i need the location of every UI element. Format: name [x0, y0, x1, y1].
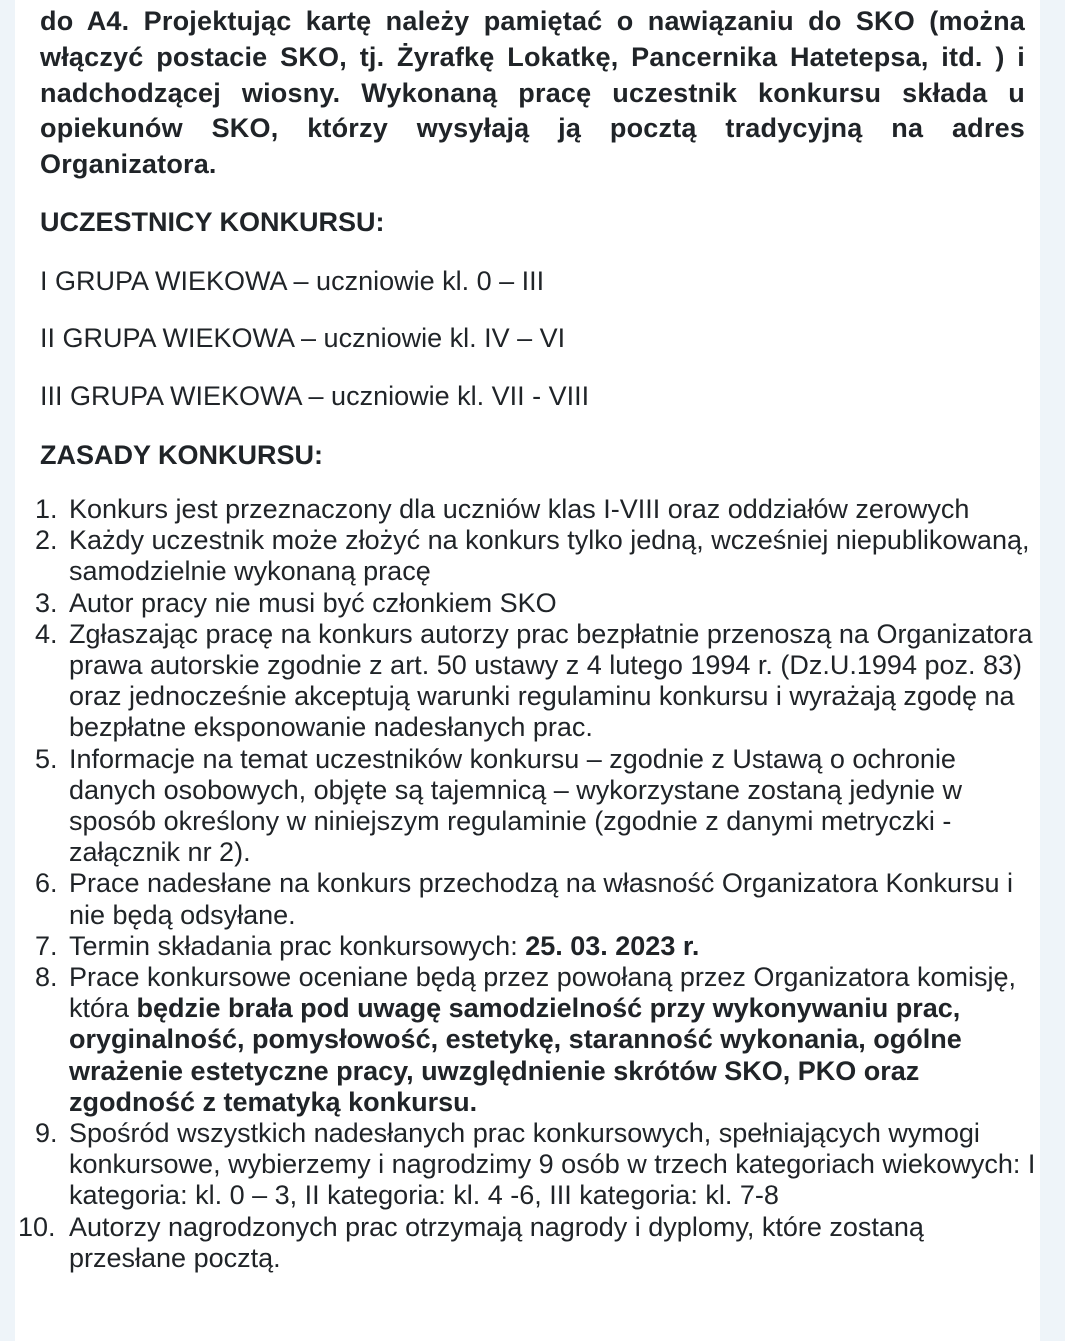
rule-number: 10. — [18, 1211, 56, 1242]
rules-list — [15, 494, 1040, 1274]
rule-number: 9. — [35, 1118, 58, 1149]
rule-item — [15, 494, 1040, 525]
deadline-date: 25. 03. 2023 r. — [525, 930, 700, 961]
document-page — [15, 0, 1040, 1341]
rule-number: 8. — [35, 962, 58, 993]
rule-text: Prace konkursowe oceniane będą przez powołaną przez Organizatora komisję, która — [69, 962, 1017, 1024]
rule-text: Prace nadesłane na konkurs przechodzą na własność Organizatora Konkursu i nie będą odsyłane. — [69, 868, 1014, 930]
rule-item — [15, 744, 1040, 869]
rule-item — [15, 1118, 1040, 1212]
rule-item — [15, 588, 1040, 619]
rule-number: 1. — [35, 494, 58, 524]
rule-text: Zgłaszając pracę na konkurs autorzy prac bezpłatnie przenoszą na Organizatora prawa autorskie zgodnie z art. 50 ustawy z 4 lutego 1994 r. (Dz.U.1994 poz. 83) oraz jednocześnie akceptują warunki regulaminu konkursu i wyrażają zgodę na bezpłatne eksponowanie nadesłanych prac. — [69, 618, 1033, 743]
rule-item — [15, 1212, 1040, 1274]
rule-text: Termin składania prac konkursowych: — [69, 930, 526, 961]
rule-text: Autorzy nagrodzonych prac otrzymają nagrody i dyplomy, które zostaną przesłane pocztą. — [69, 1211, 924, 1273]
rule-item — [15, 962, 1040, 1118]
rule-number: 7. — [35, 930, 58, 961]
rule-item — [15, 619, 1040, 744]
participants-heading: UCZESTNICY KONKURSU: — [40, 207, 385, 237]
rule-item — [15, 525, 1040, 587]
rules-heading: ZASADY KONKURSU: — [40, 440, 324, 470]
rule-number: 4. — [35, 618, 58, 649]
age-group-3: III GRUPA WIEKOWA – uczniowie kl. VII - VIII — [40, 381, 590, 411]
rule-number: 3. — [35, 587, 58, 618]
rule-text: Autor pracy nie musi być członkiem SKO — [69, 587, 557, 618]
rule-number: 2. — [35, 525, 58, 556]
intro-paragraph: do A4. Projektując kartę należy pamiętać o nawiązaniu do SKO (można włączyć postacie SKO, tj. Żyrafkę Lokatkę, Pancernika Hatetepsa, itd. ) i nadchodzącej wiosny. Wykonaną pracę uczestnik konkursu składa u opiekunów SKO, którzy wysyłają ją pocztą tradycyjną na adres Organizatora. — [40, 6, 1025, 180]
evaluation-criteria: będzie brała pod uwagę samodzielność przy wykonywaniu prac, oryginalność, pomysłowość, estetykę, staranność wykonania, ogólne wrażenie estetyczne pracy, uwzględnienie skrótów SKO, PKO oraz zgodność z tematyką konkursu. — [69, 993, 962, 1117]
rule-text: Informacje na temat uczestników konkursu – zgodnie z Ustawą o ochronie danych osobowych, objęte są tajemnicą – wykorzystane zostaną jedynie w sposób określony w niniejszym regulaminie (zgodnie z danymi metryczki - załącznik nr 2). — [69, 743, 962, 868]
age-group-2: II GRUPA WIEKOWA – uczniowie kl. IV – VI — [40, 323, 566, 353]
rule-text: Konkurs jest przeznaczony dla uczniów klas I-VIII oraz oddziałów zerowych — [69, 494, 970, 524]
rule-item — [15, 931, 1040, 962]
rule-text: Każdy uczestnik może złożyć na konkurs tylko jedną, wcześniej niepublikowaną, samodzielnie wykonaną pracę — [69, 525, 1030, 587]
rule-text: Spośród wszystkich nadesłanych prac konkursowych, spełniających wymogi konkursowe, wybierzemy i nagrodzimy 9 osób w trzech kategoriach wiekowych: I kategoria: kl. 0 – 3, II kategoria: kl. 4 -6, III kategoria: kl. 7-8 — [69, 1118, 1036, 1211]
rule-number: 5. — [35, 743, 58, 774]
rule-number: 6. — [35, 868, 58, 899]
age-group-1: I GRUPA WIEKOWA – uczniowie kl. 0 – III — [40, 266, 545, 296]
rule-item — [15, 868, 1040, 930]
